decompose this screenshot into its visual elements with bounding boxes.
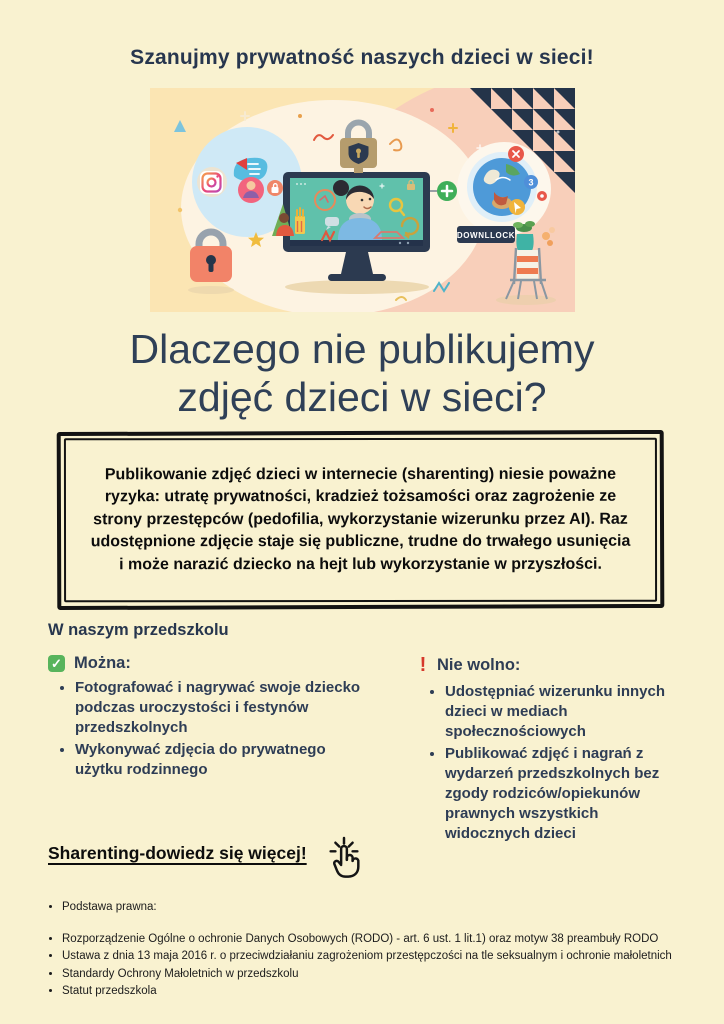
allowed-list: [48, 678, 366, 780]
instagram-icon: [200, 171, 223, 194]
legal-list: [36, 900, 704, 999]
legal-item: • Statut przedszkola: [62, 984, 704, 999]
avatar-badge: [238, 177, 264, 203]
legal-item: • Standardy Ochrony Małoletnich w przedszkolu: [62, 967, 704, 982]
main-heading-line2: zdjęć dzieci w sieci?: [177, 373, 547, 420]
download-label: DOWNLLOCK: [456, 231, 516, 240]
click-hand-icon: [323, 835, 365, 886]
warning-box-inner: [64, 438, 657, 603]
cursor-badge-icon: [509, 199, 525, 215]
legal-item: • Podstawa prawna:: [62, 900, 704, 915]
section-title: W naszym przedszkolu: [48, 621, 229, 639]
forbidden-column: [418, 654, 670, 846]
forbidden-list: [418, 682, 670, 843]
list-item: • Publikować zdjęć i nagrań z wydarzeń przedszkolnych bez zgody rodziców/opiekunów prawnych wszystkich widocznych dzieci: [445, 744, 670, 843]
list-item: • Fotografować i nagrywać swoje dziecko podczas uroczystości i festynów przedszkolnych: [75, 678, 366, 737]
exclamation-icon: !: [419, 654, 427, 676]
allowed-column: [48, 654, 366, 783]
globe-group: [457, 142, 551, 236]
check-icon: ✓: [48, 655, 65, 672]
allowed-title: Można:: [74, 654, 131, 672]
main-heading: [0, 326, 724, 422]
download-label-group: [457, 226, 515, 243]
count-badge-value: 3: [528, 177, 534, 188]
forbidden-title: Nie wolno:: [437, 656, 521, 674]
page-title: Szanujmy prywatność naszych dzieci w sieci!: [130, 46, 594, 69]
sharenting-link[interactable]: Sharenting-dowiedz się więcej!: [48, 843, 307, 863]
main-heading-line1: Dlaczego nie publikujemy: [129, 326, 595, 372]
legal-item: • Ustawa z dnia 13 maja 2016 r. o przeciwdziałaniu zagrożeniom przestępczości na tle seksualnym i ochronie małoletnich: [62, 949, 704, 964]
legal-section: [36, 900, 704, 1001]
warning-text: Publikowanie zdjęć dzieci w internecie (sharenting) niesie poważne ryzyka: utratę prywatności, kradzież tożsamości oraz zagrożenie ze strony przestępców (pedofilia, wykorzystanie wizerunku przez AI). Raz udostępnione zdjęcie staje się publiczne, trudne do trwałego usunięcia i może narazić dziecko na hejt lub wykorzystanie w przyszłości.: [90, 465, 631, 573]
forbidden-header: [418, 654, 670, 677]
hero-illustration: [150, 88, 575, 312]
close-badge-icon: [508, 146, 524, 162]
link-row: [48, 843, 365, 886]
count-badge: [524, 175, 538, 189]
list-item: • Wykonywać zdjęcia do prywatnego użytku rodzinnego: [75, 740, 366, 780]
list-item: • Udostępniać wizerunku innych dzieci w mediach społecznościowych: [445, 682, 670, 741]
allowed-header: [48, 654, 366, 673]
legal-item: • Rozporządzenie Ogólne o ochronie Danych Osobowych (RODO) - art. 6 ust. 1 lit.1) oraz motyw 38 preambuły RODO: [62, 932, 704, 947]
warning-box: [57, 430, 665, 610]
lock-badge-icon: [267, 180, 283, 196]
